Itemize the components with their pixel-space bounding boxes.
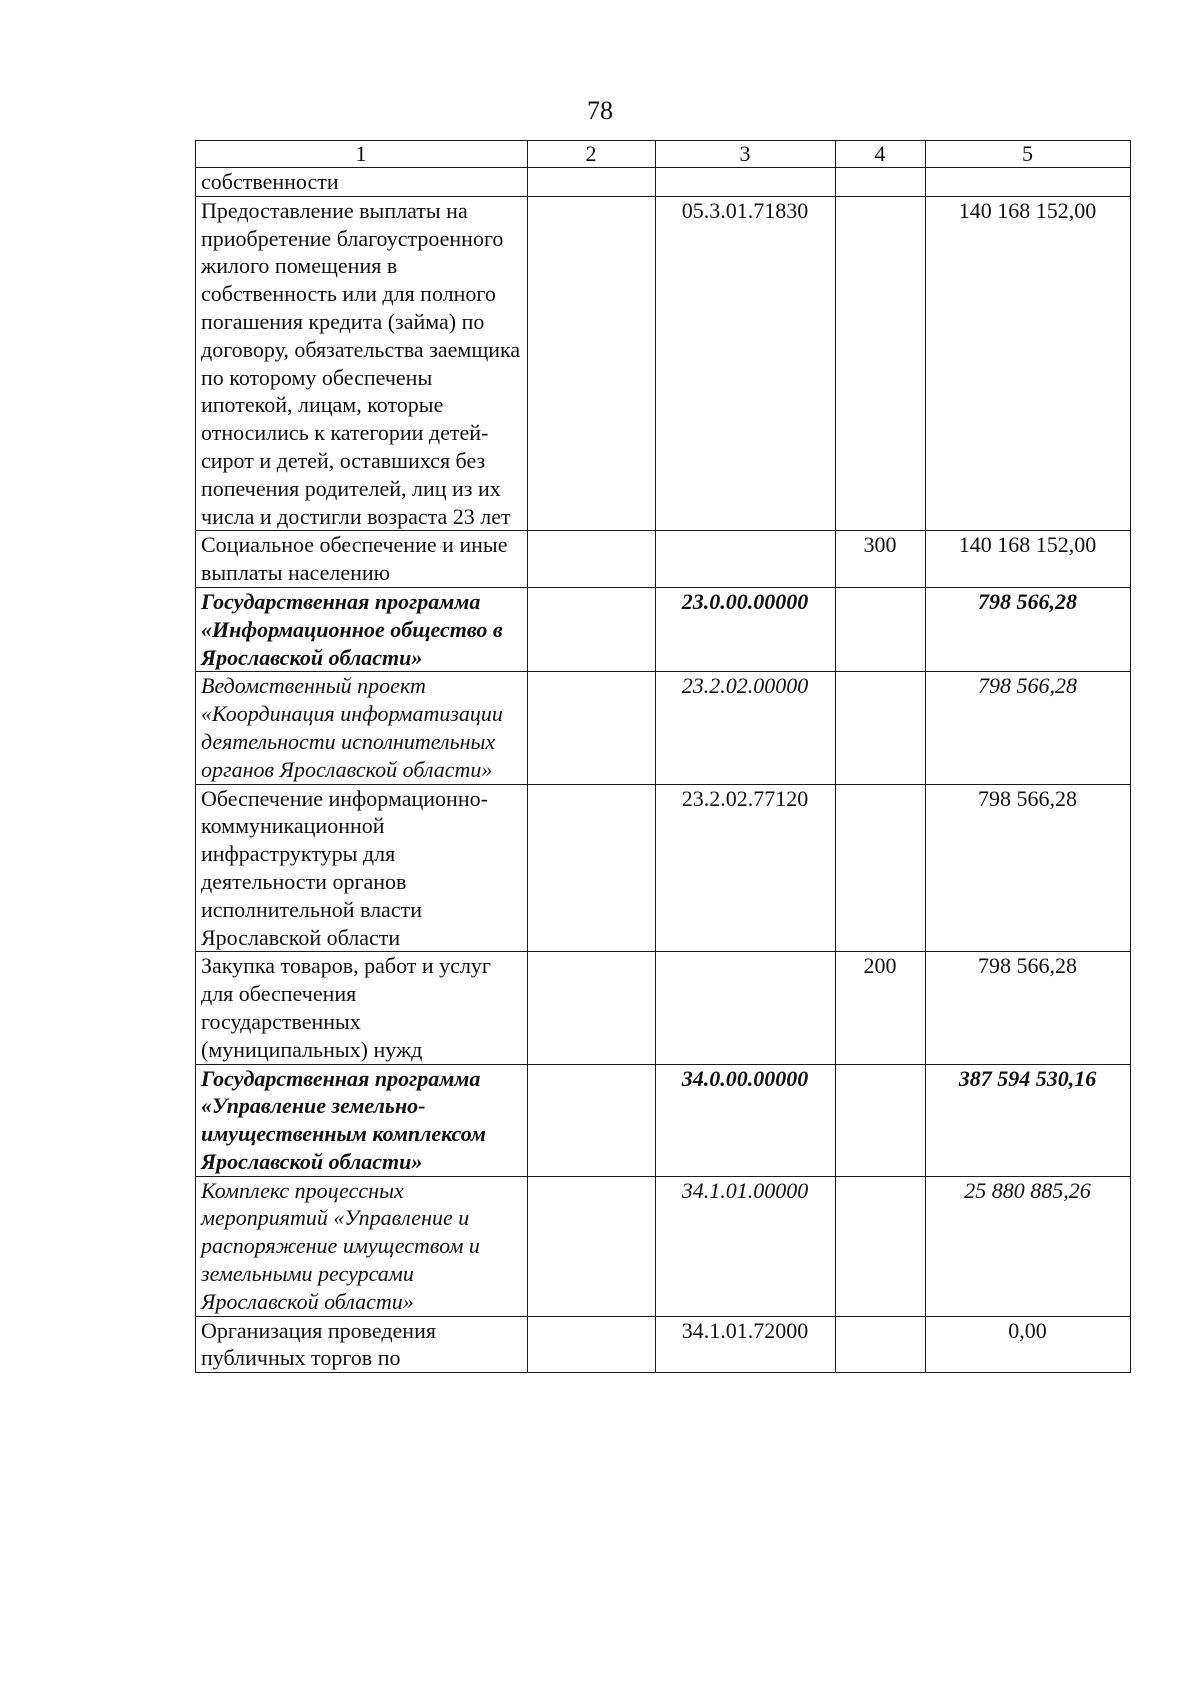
cell-code: 23.0.00.00000 <box>656 587 836 671</box>
cell-name: Социальное обеспечение и иные выплаты населению <box>196 531 528 588</box>
cell-type <box>836 1316 926 1373</box>
cell-code <box>656 952 836 1064</box>
cell-name: Закупка товаров, работ и услуг для обеспечения государственных (муниципальных) нужд <box>196 952 528 1064</box>
table-row <box>196 531 1131 588</box>
cell-code: 23.2.02.00000 <box>656 672 836 784</box>
cell-code: 34.1.01.00000 <box>656 1176 836 1316</box>
cell-col2 <box>528 1176 656 1316</box>
cell-amount: 0,00 <box>926 1316 1131 1373</box>
column-header-name: 1 <box>196 141 528 168</box>
cell-amount: 140 168 152,00 <box>926 196 1131 531</box>
column-header-2: 2 <box>528 141 656 168</box>
cell-type: 300 <box>836 531 926 588</box>
cell-type <box>836 168 926 197</box>
cell-code: 05.3.01.71830 <box>656 196 836 531</box>
cell-name: Комплекс процессных мероприятий «Управление и распоряжение имуществом и земельными ресурсами Ярославской области» <box>196 1176 528 1316</box>
cell-type <box>836 587 926 671</box>
cell-col2 <box>528 168 656 197</box>
cell-name: Ведомственный проект «Координация информатизации деятельности исполнительных органов Ярославской области» <box>196 672 528 784</box>
cell-name: Государственная программа «Информационное общество в Ярославской области» <box>196 587 528 671</box>
cell-code <box>656 531 836 588</box>
cell-type <box>836 672 926 784</box>
table-row <box>196 168 1131 197</box>
table-row <box>196 587 1131 671</box>
cell-col2 <box>528 531 656 588</box>
cell-amount: 798 566,28 <box>926 784 1131 952</box>
table-header-row <box>196 141 1131 168</box>
cell-code: 34.1.01.72000 <box>656 1316 836 1373</box>
cell-name: Предоставление выплаты на приобретение благоустроенного жилого помещения в собственность или для полного погашения кредита (займа) по договору, обязательства заемщика по которому обеспечены ипотекой, лицам, которые относились к категории детей-сирот и детей, оставшихся без попечения родителей, лиц из их числа и достигли возраста 23 лет <box>196 196 528 531</box>
cell-col2 <box>528 672 656 784</box>
cell-amount: 798 566,28 <box>926 672 1131 784</box>
cell-type <box>836 784 926 952</box>
table-row <box>196 952 1131 1064</box>
column-header-amount: 5 <box>926 141 1131 168</box>
cell-amount: 798 566,28 <box>926 952 1131 1064</box>
budget-table <box>195 140 1131 1373</box>
table-row <box>196 784 1131 952</box>
cell-amount: 798 566,28 <box>926 587 1131 671</box>
cell-col2 <box>528 784 656 952</box>
cell-type <box>836 1176 926 1316</box>
cell-name: собственности <box>196 168 528 197</box>
cell-code: 34.0.00.00000 <box>656 1064 836 1176</box>
table-body <box>196 168 1131 1373</box>
cell-col2 <box>528 1316 656 1373</box>
cell-col2 <box>528 196 656 531</box>
cell-amount: 25 880 885,26 <box>926 1176 1131 1316</box>
cell-type <box>836 1064 926 1176</box>
table-row <box>196 1064 1131 1176</box>
table-row <box>196 672 1131 784</box>
cell-amount: 387 594 530,16 <box>926 1064 1131 1176</box>
cell-code: 23.2.02.77120 <box>656 784 836 952</box>
column-header-type: 4 <box>836 141 926 168</box>
cell-col2 <box>528 952 656 1064</box>
cell-type: 200 <box>836 952 926 1064</box>
cell-col2 <box>528 587 656 671</box>
cell-type <box>836 196 926 531</box>
page-number: 78 <box>587 96 613 125</box>
cell-code <box>656 168 836 197</box>
cell-name: Государственная программа «Управление земельно-имущественным комплексом Ярославской области» <box>196 1064 528 1176</box>
column-header-code: 3 <box>656 141 836 168</box>
cell-name: Обеспечение информационно-коммуникационной инфраструктуры для деятельности органов исполнительной власти Ярославской области <box>196 784 528 952</box>
table-row <box>196 1316 1131 1373</box>
cell-amount <box>926 168 1131 197</box>
cell-amount: 140 168 152,00 <box>926 531 1131 588</box>
table-row <box>196 196 1131 531</box>
cell-name: Организация проведения публичных торгов по <box>196 1316 528 1373</box>
cell-col2 <box>528 1064 656 1176</box>
table-row <box>196 1176 1131 1316</box>
